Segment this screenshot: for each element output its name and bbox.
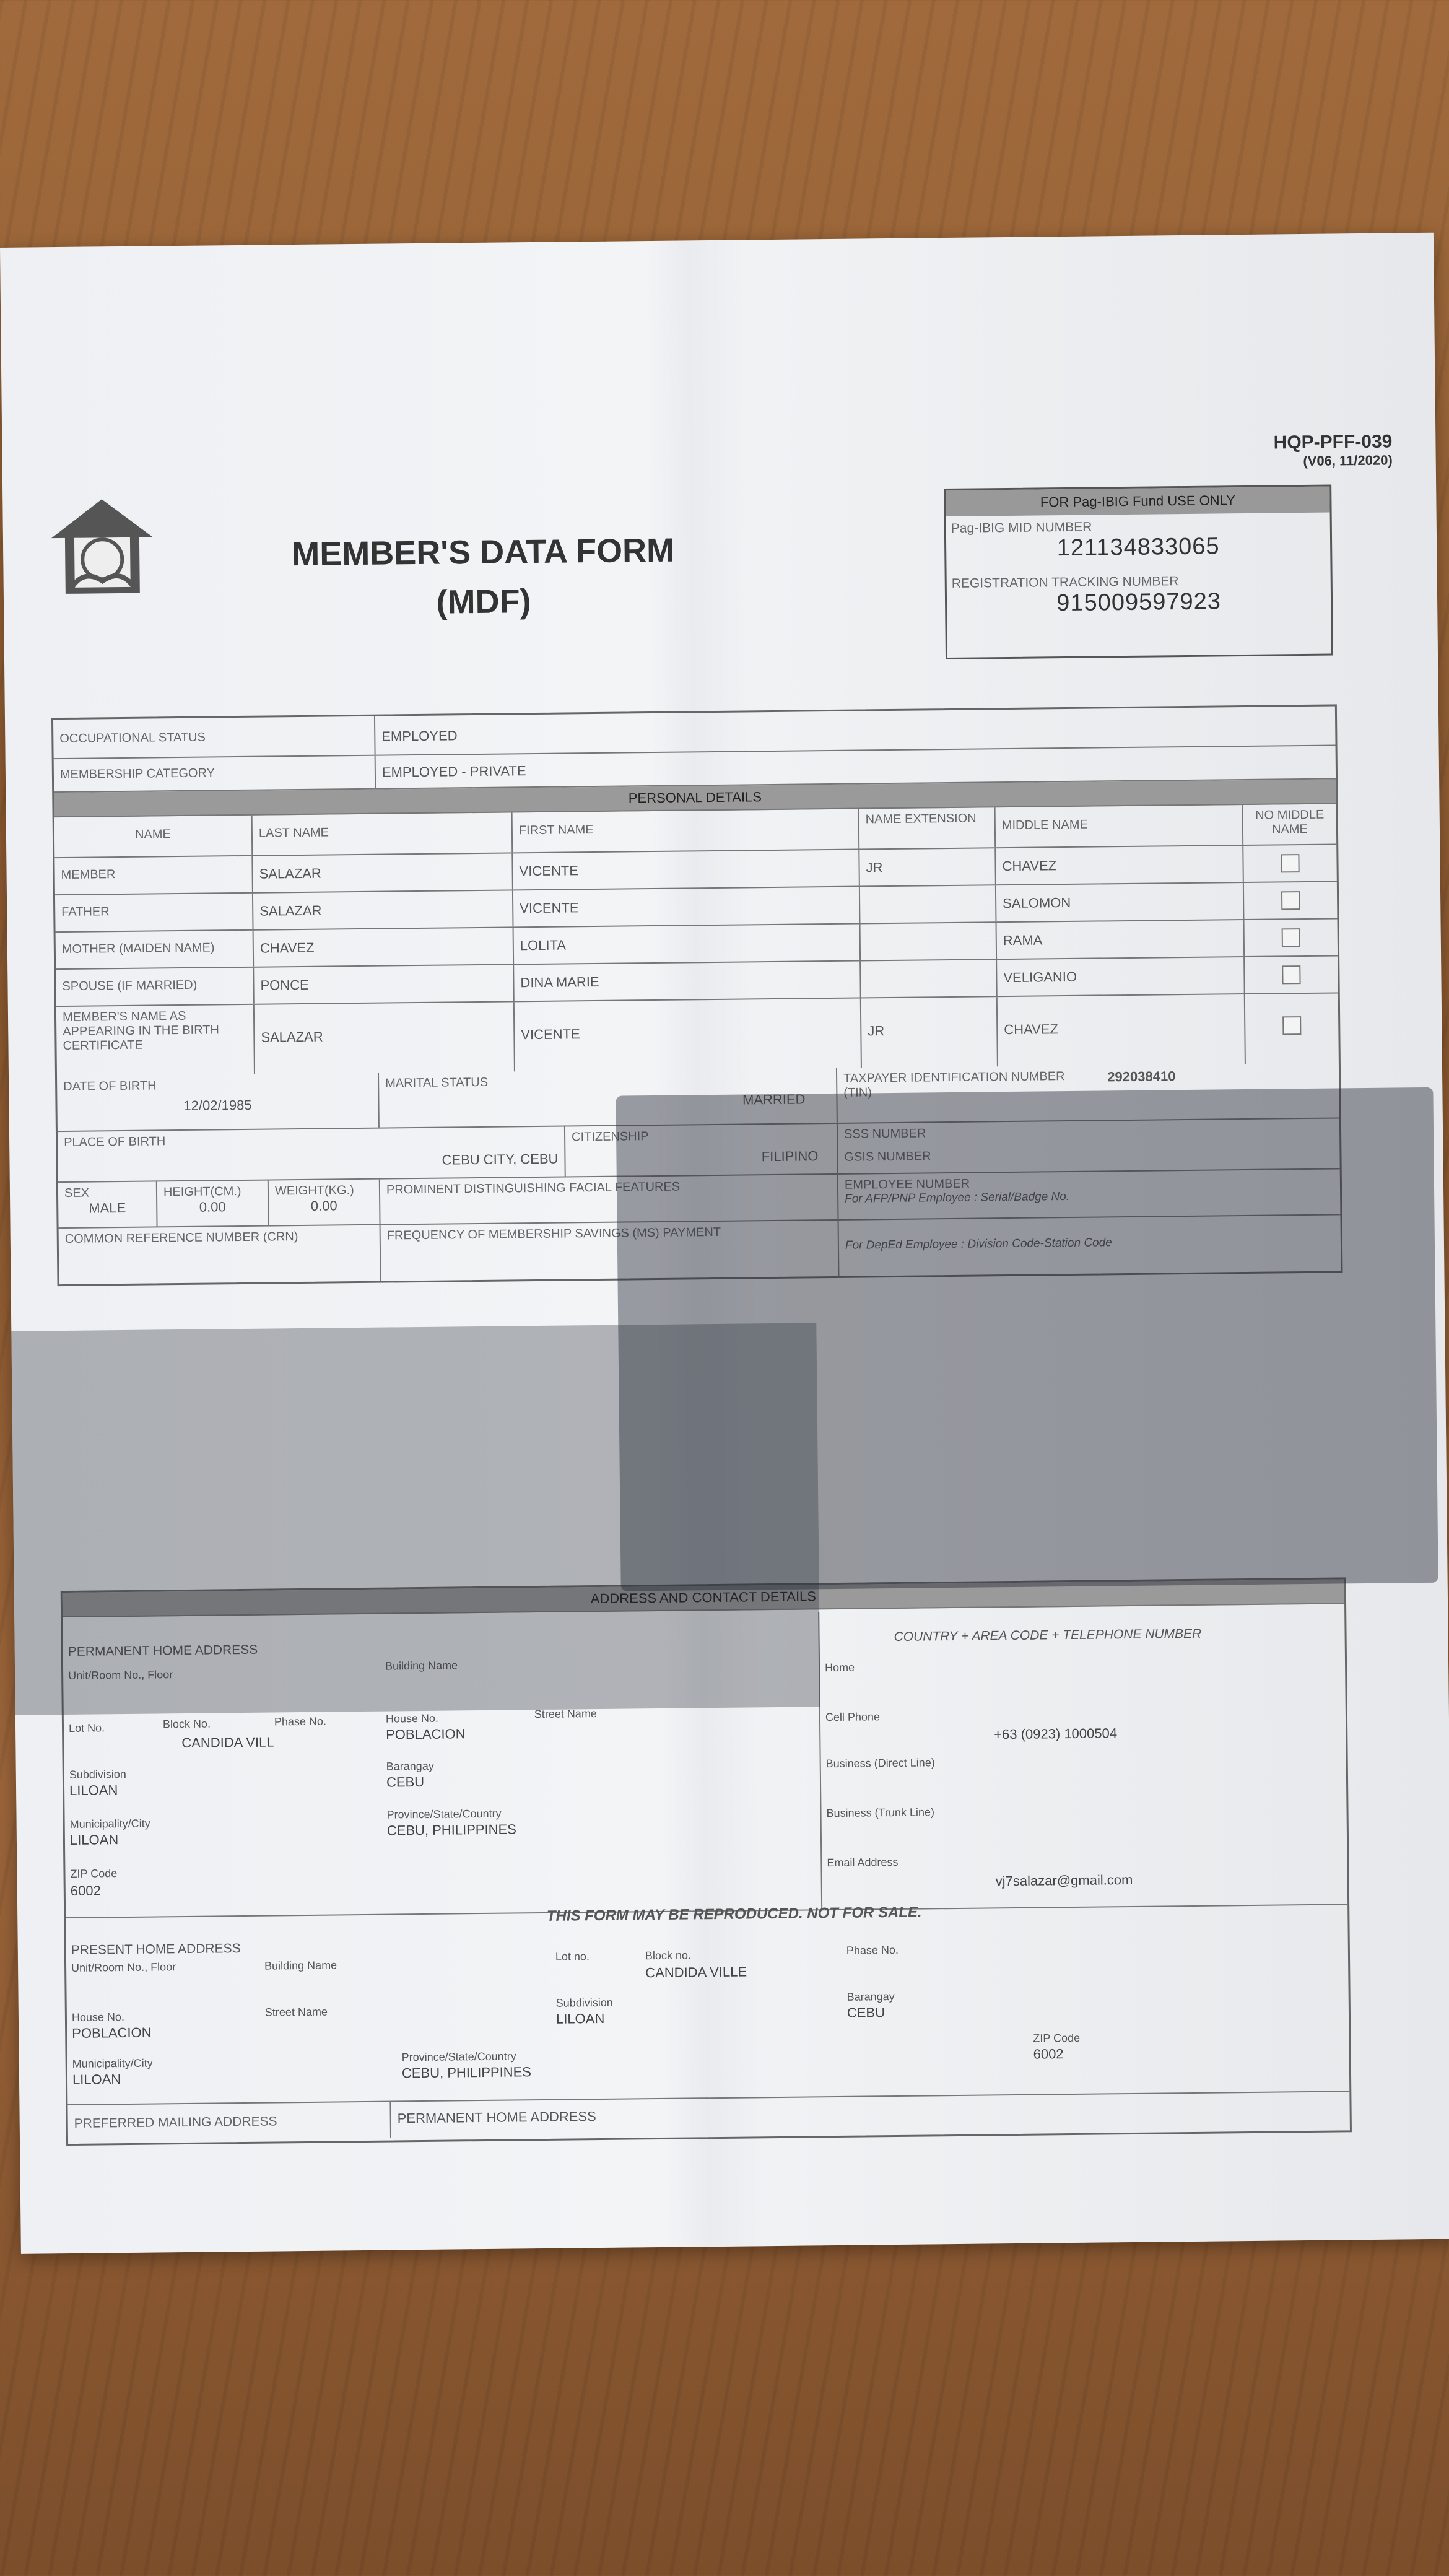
permanent-address-block	[63, 1612, 822, 1918]
permanent-address-label: PERMANENT HOME ADDRESS	[67, 1642, 258, 1659]
height-label: HEIGHT(CM.)	[163, 1185, 242, 1199]
present-barangay-value: CEBU	[846, 2004, 886, 2021]
no-middle-name-checkbox-cell	[1245, 993, 1339, 1064]
no-middle-name-checkbox[interactable]	[1282, 1016, 1301, 1035]
form-version: (V06, 11/2020)	[1303, 452, 1393, 469]
form-code	[1274, 431, 1393, 469]
email-value: vj7salazar@gmail.com	[995, 1871, 1133, 1889]
name-extension-value	[860, 886, 997, 923]
province-label: Province/State/Country	[386, 1807, 502, 1821]
present-lot-label: Lot no.	[555, 1950, 590, 1963]
present-phase-label: Phase No.	[846, 1943, 899, 1957]
marital-value: MARRIED	[742, 1091, 806, 1108]
tin-cell	[837, 1063, 1339, 1122]
middle-name-value: CHAVEZ	[996, 846, 1244, 884]
municipality-label: Municipality/City	[69, 1817, 150, 1830]
name-extension-value: JR	[861, 997, 998, 1068]
mid-number: 121134833065	[1056, 533, 1220, 562]
col-no-middle-name: NO MIDDLE NAME	[1255, 807, 1325, 837]
citizenship-label: CITIZENSHIP	[571, 1129, 649, 1144]
rtn-number: 915009597923	[1056, 588, 1222, 617]
dob-value: 12/02/1985	[183, 1097, 252, 1113]
pob-label: PLACE OF BIRTH	[64, 1134, 166, 1149]
block-label: Block No.	[162, 1717, 211, 1731]
present-barangay-label: Barangay	[846, 1990, 895, 2003]
subdivision-label: Subdivision	[69, 1768, 126, 1781]
name-extension-value	[861, 923, 998, 960]
home-phone-label: Home	[824, 1661, 855, 1674]
province-value: CEBU, PHILIPPINES	[386, 1821, 516, 1838]
last-name-value: CHAVEZ	[254, 928, 515, 966]
present-address-block	[66, 1905, 1349, 2105]
present-address-label: PRESENT HOME ADDRESS	[71, 1941, 241, 1957]
title-line-2: (MDF)	[436, 583, 531, 621]
sex-label: SEX	[64, 1186, 90, 1200]
weight-label: WEIGHT(KG.)	[274, 1183, 354, 1198]
marital-cell	[379, 1068, 838, 1128]
present-house-label: House No.	[71, 2011, 125, 2024]
first-name-value: LOLITA	[514, 925, 861, 964]
membership-category-label: MEMBERSHIP CATEGORY	[54, 756, 376, 791]
business-direct-label: Business (Direct Line)	[825, 1756, 935, 1770]
membership-category-value: EMPLOYED - PRIVATE	[381, 763, 526, 780]
weight-cell	[269, 1180, 381, 1225]
phase-label: Phase No.	[274, 1715, 327, 1728]
citizenship-cell	[565, 1124, 838, 1177]
dob-cell	[57, 1073, 380, 1131]
col-first-name: FIRST NAME	[513, 809, 860, 853]
middle-name-value: SALOMON	[996, 883, 1245, 921]
sex-value: MALE	[89, 1199, 126, 1216]
footer-note: THIS FORM MAY BE REPRODUCED. NOT FOR SALE.	[546, 1904, 922, 1925]
name-row-label: MEMBER'S NAME AS APPEARING IN THE BIRTH CERTIFICATE	[56, 1005, 255, 1076]
middle-name-value: RAMA	[997, 920, 1245, 959]
sss-gsis-cell	[838, 1118, 1340, 1173]
present-street-label: Street Name	[264, 2005, 328, 2019]
street-label: Street Name	[534, 1707, 597, 1721]
zip-value: 6002	[70, 1882, 101, 1899]
no-middle-name-checkbox[interactable]	[1281, 891, 1300, 910]
block-value: CANDIDA VILL	[181, 1734, 274, 1751]
sss-label: SSS NUMBER	[843, 1126, 926, 1141]
employee-cell	[838, 1169, 1341, 1219]
height-cell	[157, 1181, 269, 1227]
col-name-extension: NAME EXTENSION	[859, 807, 996, 848]
name-row-label: MOTHER (MAIDEN NAME)	[56, 931, 255, 968]
address-form	[61, 1577, 1352, 2146]
present-province-label: Province/State/Country	[401, 2050, 516, 2064]
sex-cell	[58, 1181, 158, 1227]
rtn-label: REGISTRATION TRACKING NUMBER	[951, 574, 1179, 591]
last-name-value: SALAZAR	[255, 1002, 515, 1074]
tin-value: 292038410	[1107, 1068, 1176, 1085]
name-row-label: SPOUSE (IF MARRIED)	[56, 968, 255, 1006]
present-province-value: CEBU, PHILIPPINES	[401, 2064, 532, 2081]
present-zip-label: ZIP Code	[1033, 2031, 1081, 2045]
unit-label: Unit/Room No., Floor	[68, 1668, 173, 1682]
name-row-label: MEMBER	[54, 856, 253, 894]
last-name-value: PONCE	[254, 965, 515, 1003]
cell-phone-label: Cell Phone	[825, 1710, 881, 1724]
no-middle-name-checkbox[interactable]	[1281, 854, 1299, 872]
height-value: 0.00	[199, 1199, 226, 1215]
subdivision-value: LILOAN	[69, 1782, 118, 1798]
preferred-mailing-value: PERMANENT HOME ADDRESS	[397, 2108, 596, 2126]
present-subdivision-label: Subdivision	[555, 1996, 613, 2009]
pob-value: CEBU CITY, CEBU	[442, 1151, 559, 1168]
deped-note: For DepEd Employee : Division Code-Station Code	[845, 1236, 1112, 1252]
contact-header: COUNTRY + AREA CODE + TELEPHONE NUMBER	[894, 1626, 1202, 1645]
form-code-number: HQP-PFF-039	[1273, 431, 1393, 453]
pag-ibig-logo	[46, 494, 159, 606]
first-name-value: VICENTE	[513, 850, 860, 890]
title-line-1: MEMBER'S DATA FORM	[291, 531, 675, 573]
no-middle-name-checkbox-cell	[1244, 882, 1338, 919]
no-middle-name-checkbox-cell	[1243, 845, 1337, 882]
dob-label: DATE OF BIRTH	[63, 1079, 157, 1094]
weight-value: 0.00	[310, 1198, 337, 1214]
last-name-value: SALAZAR	[253, 853, 513, 892]
no-middle-name-checkbox[interactable]	[1282, 928, 1300, 947]
col-last-name: LAST NAME	[253, 812, 513, 855]
occupational-status-label: OCCUPATIONAL STATUS	[53, 716, 376, 758]
middle-name-value: VELIGANIO	[997, 957, 1245, 996]
business-trunk-label: Business (Trunk Line)	[826, 1806, 935, 1820]
form-title	[282, 525, 685, 629]
lot-label: Lot No.	[68, 1721, 105, 1734]
crn-label: COMMON REFERENCE NUMBER (CRN)	[59, 1225, 381, 1284]
pob-cell	[58, 1127, 566, 1182]
present-block-value: CANDIDA VILLE	[645, 1964, 747, 1981]
barangay-label: Barangay	[386, 1759, 434, 1773]
name-row-label: FATHER	[55, 894, 254, 931]
marital-label: MARITAL STATUS	[385, 1075, 489, 1090]
contact-block	[819, 1606, 1347, 1910]
last-name-value: SALAZAR	[253, 890, 514, 929]
col-name: NAME	[54, 816, 253, 857]
house-value: POBLACION	[386, 1726, 466, 1743]
first-name-value: VICENTE	[513, 887, 861, 927]
building-label: Building Name	[385, 1659, 458, 1673]
mid-label: Pag-IBIG MID NUMBER	[951, 520, 1092, 536]
present-unit-label: Unit/Room No., Floor	[71, 1960, 176, 1974]
name-extension-value: JR	[859, 848, 996, 886]
employee-label: EMPLOYEE NUMBER	[844, 1177, 970, 1192]
fund-use-box	[944, 485, 1333, 660]
name-extension-value	[861, 960, 998, 997]
present-zip-value: 6002	[1033, 2046, 1064, 2062]
present-house-value: POBLACION	[72, 2024, 152, 2041]
fund-use-header: FOR Pag-IBIG Fund USE ONLY	[946, 487, 1329, 516]
first-name-value: VICENTE	[515, 999, 862, 1072]
no-middle-name-checkbox[interactable]	[1282, 965, 1300, 984]
name-row	[56, 993, 1339, 1076]
citizenship-value: FILIPINO	[761, 1148, 819, 1165]
no-middle-name-checkbox-cell	[1245, 956, 1338, 993]
house-label: House No.	[385, 1712, 439, 1725]
first-name-value: DINA MARIE	[514, 962, 861, 1001]
personal-details-header: PERSONAL DETAILS	[54, 779, 1336, 817]
middle-name-value: CHAVEZ	[998, 994, 1246, 1066]
municipality-value: LILOAN	[69, 1832, 119, 1848]
present-subdivision-value: LILOAN	[555, 2010, 605, 2027]
present-block-label: Block no.	[645, 1949, 692, 1962]
employee-note: For AFP/PNP Employee : Serial/Badge No.	[845, 1190, 1070, 1206]
ms-label: FREQUENCY OF MEMBERSHIP SAVINGS (MS) PAYMENT	[381, 1221, 840, 1281]
present-building-label: Building Name	[264, 1959, 337, 1972]
col-middle-name: MIDDLE NAME	[996, 805, 1244, 847]
email-label: Email Address	[827, 1855, 899, 1869]
present-municipality-label: Municipality/City	[72, 2056, 153, 2070]
cell-phone-value: +63 (0923) 1000504	[994, 1725, 1118, 1743]
tin-label: TAXPAYER IDENTIFICATION NUMBER (TIN)	[843, 1069, 1065, 1100]
name-rows	[54, 845, 1339, 1076]
form-paper	[0, 233, 1449, 2254]
preferred-mailing-label: PREFERRED MAILING ADDRESS	[67, 2102, 391, 2141]
gsis-label: GSIS NUMBER	[844, 1149, 931, 1164]
barangay-value: CEBU	[386, 1773, 425, 1790]
features-label: PROMINENT DISTINGUISHING FACIAL FEATURES	[380, 1175, 839, 1224]
personal-details-form	[51, 704, 1342, 1286]
no-middle-name-checkbox-cell	[1244, 919, 1338, 956]
zip-label: ZIP Code	[70, 1867, 118, 1880]
address-header: ADDRESS AND CONTACT DETAILS	[63, 1579, 1344, 1617]
occupational-status-value: EMPLOYED	[381, 728, 458, 744]
present-municipality-value: LILOAN	[72, 2071, 121, 2087]
